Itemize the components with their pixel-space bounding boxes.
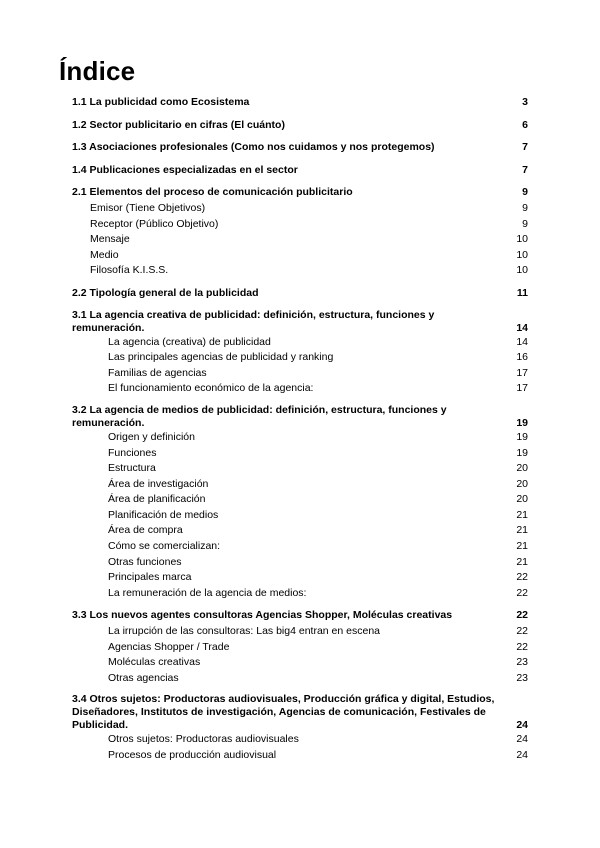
toc-entry[interactable]	[72, 95, 528, 111]
toc-subentry[interactable]	[72, 748, 528, 764]
toc-page-number: 24	[516, 749, 528, 761]
toc-subentry[interactable]	[72, 350, 528, 366]
toc-page-number: 23	[516, 656, 528, 669]
toc-page-number: 6	[522, 118, 528, 131]
toc-entry-title: 3.3 Los nuevos agentes consultoras Agencias Shopper, Moléculas creativas	[72, 609, 453, 622]
toc-page-number: 10	[516, 264, 528, 277]
toc-entry-title: Principales marca	[108, 571, 192, 584]
table-of-contents	[72, 95, 528, 764]
toc-page-number: 7	[522, 141, 528, 154]
toc-entry-title: Estructura	[108, 462, 156, 475]
toc-page-number: 20	[516, 477, 528, 490]
toc-entry-title: Otras agencias	[108, 671, 179, 684]
toc-entry[interactable]	[72, 404, 528, 430]
toc-page-number: 3	[522, 96, 528, 108]
toc-entry-title: 1.3 Asociaciones profesionales (Como nos cuidamos y nos protegemos)	[72, 141, 435, 154]
toc-page-number: 11	[516, 286, 528, 299]
toc-subentry[interactable]	[72, 430, 528, 446]
toc-entry[interactable]	[72, 118, 528, 134]
toc-subentry[interactable]	[72, 232, 528, 248]
toc-page-number: 14	[516, 321, 528, 334]
toc-entry-title: Funciones	[108, 446, 157, 459]
toc-entry-title: Planificación de medios	[108, 508, 219, 521]
toc-subentry[interactable]	[72, 461, 528, 477]
toc-page-number: 24	[516, 733, 528, 746]
toc-entry-title: 1.4 Publicaciones especializadas en el sector	[72, 163, 298, 176]
toc-page-number: 17	[516, 382, 528, 395]
toc-subentry[interactable]	[72, 570, 528, 586]
toc-entry-title: Moléculas creativas	[108, 656, 201, 669]
toc-page-number: 14	[516, 335, 528, 348]
toc-entry-title: Medio	[90, 248, 119, 261]
toc-page-number: 20	[516, 462, 528, 475]
toc-entry-title: 1.2 Sector publicitario en cifras (El cuánto)	[72, 118, 285, 131]
toc-page-number: 21	[516, 524, 528, 537]
toc-page-number: 20	[516, 493, 528, 506]
toc-entry[interactable]	[72, 140, 528, 156]
toc-page-number: 19	[516, 430, 528, 443]
toc-entry[interactable]	[72, 185, 528, 201]
toc-subentry[interactable]	[72, 381, 528, 397]
toc-entry-title: 3.4 Otros sujetos: Productoras audiovisuales, Producción gráfica y digital, Estudios, Diseñadores, Institutos de investigación, Agencias de comunicación, Festivales de Publicidad.	[72, 693, 495, 732]
toc-page-number: 21	[516, 540, 528, 553]
toc-page-number: 9	[522, 217, 528, 230]
page-title: Índice	[59, 56, 136, 86]
toc-subentry[interactable]	[72, 263, 528, 279]
toc-entry-title: 1.1 La publicidad como Ecosistema	[72, 96, 250, 108]
toc-subentry[interactable]	[72, 539, 528, 555]
toc-page-number: 23	[516, 671, 528, 684]
toc-entry-title: El funcionamiento económico de la agencia:	[108, 382, 314, 395]
toc-page-number: 16	[516, 351, 528, 364]
toc-page-number: 22	[516, 609, 528, 622]
toc-entry-title: Mensaje	[90, 233, 130, 246]
toc-subentry[interactable]	[72, 335, 528, 351]
toc-page-number: 22	[516, 586, 528, 599]
toc-entry-title: La agencia (creativa) de publicidad	[108, 335, 271, 348]
toc-subentry[interactable]	[72, 671, 528, 687]
toc-entry-title: Área de compra	[108, 524, 183, 537]
toc-entry-title: Otros sujetos: Productoras audiovisuales	[108, 733, 299, 746]
toc-entry-title: 3.2 La agencia de medios de publicidad: definición, estructura, funciones y remuneración.	[72, 403, 447, 429]
toc-page-number: 21	[516, 508, 528, 521]
toc-entry-title: Área de planificación	[108, 493, 206, 506]
toc-page-number: 22	[516, 640, 528, 653]
toc-entry[interactable]	[72, 163, 528, 179]
toc-subentry[interactable]	[72, 201, 528, 217]
toc-entry-title: Filosofía K.I.S.S.	[90, 264, 169, 277]
toc-subentry[interactable]	[72, 492, 528, 508]
toc-subentry[interactable]	[72, 508, 528, 524]
toc-entry-title: 2.2 Tipología general de la publicidad	[72, 286, 259, 299]
toc-entry[interactable]	[72, 286, 528, 302]
toc-subentry[interactable]	[72, 640, 528, 656]
toc-page-number: 22	[516, 625, 528, 638]
toc-entry-title: Otras funciones	[108, 555, 182, 568]
toc-subentry[interactable]	[72, 366, 528, 382]
toc-entry[interactable]	[72, 608, 528, 624]
toc-entry-title: Emisor (Tiene Objetivos)	[90, 201, 206, 214]
toc-subentry[interactable]	[72, 655, 528, 671]
toc-page-number: 22	[516, 571, 528, 584]
toc-page-number: 21	[516, 555, 528, 568]
toc-entry[interactable]	[72, 693, 528, 732]
toc-page-number: 7	[522, 163, 528, 176]
toc-entry-title: La irrupción de las consultoras: Las big4 entran en escena	[108, 625, 381, 638]
toc-subentry[interactable]	[72, 248, 528, 264]
toc-page-number: 10	[516, 233, 528, 246]
toc-subentry[interactable]	[72, 586, 528, 602]
toc-entry-title: La remuneración de la agencia de medios:	[108, 586, 307, 599]
toc-entry-title: Familias de agencias	[108, 366, 207, 379]
toc-page-number: 19	[516, 416, 528, 429]
toc-page-number: 17	[516, 366, 528, 379]
toc-subentry[interactable]	[72, 555, 528, 571]
toc-entry-title: Área de investigación	[108, 477, 209, 490]
toc-subentry[interactable]	[72, 523, 528, 539]
toc-entry-title: 3.1 La agencia creativa de publicidad: definición, estructura, funciones y remuneración.	[72, 308, 435, 334]
toc-entry[interactable]	[72, 309, 528, 335]
toc-subentry[interactable]	[72, 624, 528, 640]
toc-entry-title: Las principales agencias de publicidad y ranking	[108, 351, 334, 364]
toc-page-number: 9	[522, 186, 528, 199]
toc-page-number: 19	[516, 446, 528, 459]
toc-entry-title: Cómo se comercializan:	[108, 540, 221, 553]
toc-page-number: 9	[522, 201, 528, 214]
toc-entry-title: Origen y definición	[108, 430, 195, 443]
toc-entry-title: Procesos de producción audiovisual	[108, 749, 277, 761]
toc-subentry[interactable]	[72, 446, 528, 462]
toc-page-number: 24	[516, 719, 528, 732]
toc-subentry[interactable]	[72, 217, 528, 233]
toc-entry-title: Agencias Shopper / Trade	[108, 640, 230, 653]
toc-subentry[interactable]	[72, 477, 528, 493]
toc-entry-title: Receptor (Público Objetivo)	[90, 217, 219, 230]
toc-page-number: 10	[516, 248, 528, 261]
toc-entry-title: 2.1 Elementos del proceso de comunicación publicitario	[72, 186, 353, 199]
toc-subentry[interactable]	[72, 732, 528, 748]
